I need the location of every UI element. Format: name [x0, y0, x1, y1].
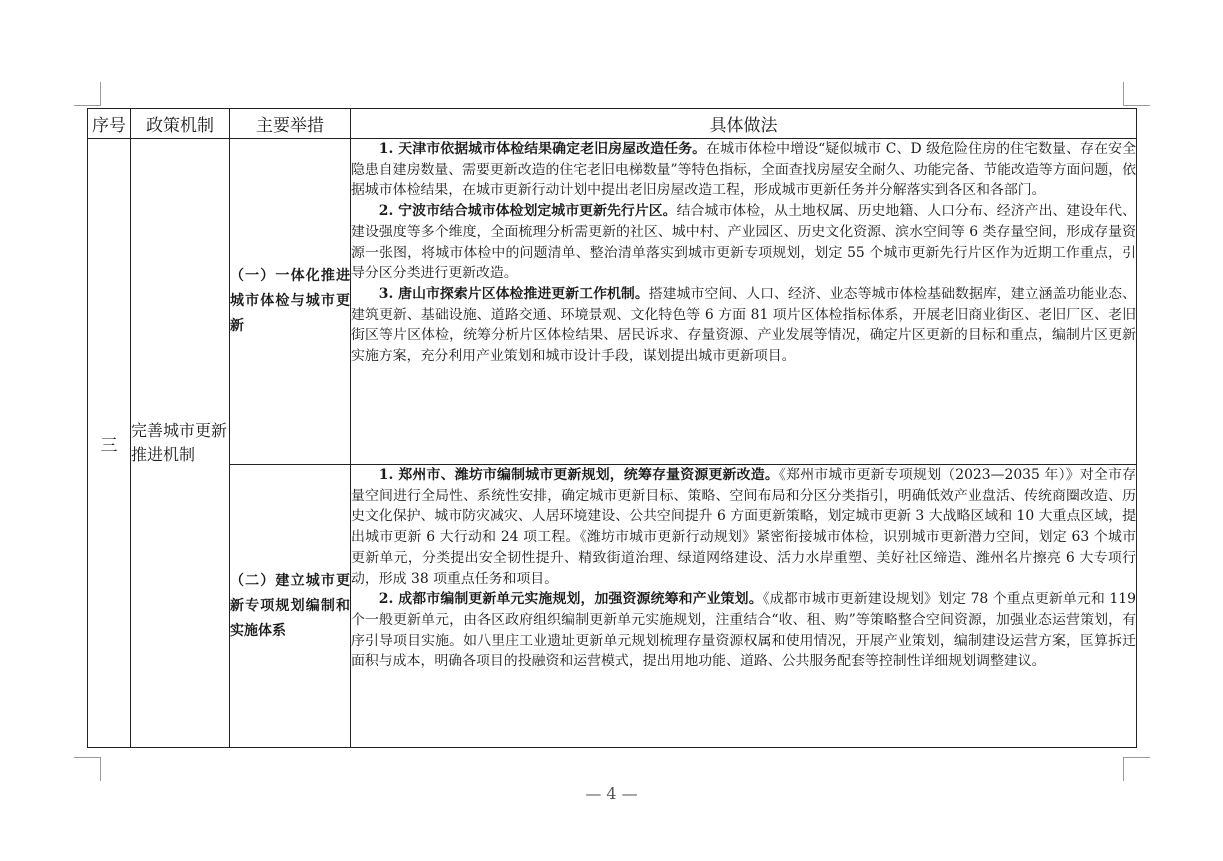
item-lead: 2. 宁波市结合城市体检划定城市更新先行片区。 — [378, 203, 677, 220]
crop-mark-bottom-left-h — [74, 757, 100, 758]
detail-paragraph — [351, 201, 1136, 284]
item-lead: 1. 郑州市、潍坊市编制城市更新规划，统筹存量资源更新改造。 — [378, 467, 779, 483]
table-row — [88, 139, 1137, 465]
item-lead: 1. 天津市依据城市体检结果确定老旧房屋改造任务。 — [378, 141, 707, 157]
item-lead: 3. 唐山市探索片区体检推进更新工作机制。 — [378, 285, 649, 302]
seq-cell: 三 — [88, 139, 131, 748]
detail-cell-2 — [351, 465, 1137, 748]
crop-mark-top-right-v — [1123, 82, 1124, 106]
crop-mark-top-left-h — [74, 105, 100, 106]
detail-paragraph — [351, 139, 1136, 201]
header-seq: 序号 — [88, 109, 131, 139]
header-detail: 具体做法 — [351, 109, 1137, 139]
measure-cell-2: （二）建立城市更新专项规划编制和实施体系 — [230, 465, 351, 748]
measure-cell-1: （一）一体化推进城市体检与城市更新 — [230, 139, 351, 465]
page-number: — 4 — — [585, 784, 638, 803]
detail-paragraph — [351, 284, 1136, 367]
item-body: 《成都市城市更新建设规划》划定 78 个重点更新单元和 119 个一般更新单元，由各区政府组织编制更新单元实施规划，注重结合“收、租、购”等策略整合空间资源，加强业态运营策划，有序引导项目实施。如八里庄工业遗址更新单元规划梳理存量资源权属和使用情况，开展产业策划，编制建设运营方案，匡算拆迁面积与成本，明确各项目的投融资和运营模式，提出用地功能、道路、公共服务配套等控制性详细规划调整建议。 — [351, 591, 1136, 670]
crop-mark-bottom-left-v — [100, 757, 101, 781]
crop-mark-top-right-h — [1124, 105, 1150, 106]
crop-mark-top-left-v — [100, 82, 101, 106]
item-body: 《郑州市城市更新专项规划（2023—2035 年）》对全市存量空间进行全局性、系统性安排，确定城市更新目标、策略、空间布局和分区分类指引，明确低效产业盘活、传统商圈改造、历史文化保护、城市防灾减灾、人居环境建设、公共空间提升 6 方面更新策略，划定城市更新 3 大战略区域和 10 大重点区域，提出城市更新 6 大行动和 24 项工程。《潍坊市城市更新行动规划》紧密衔接城市体检，识别城市更新潜力空间，划定 63 个城市更新单元，分类提出安全韧性提升、精致街道治理、绿道网络建设、活力水岸重塑、美好社区缔造、潍州名片擦亮 6 大专项行动，形成 38 项重点任务和项目。 — [351, 467, 1136, 587]
table-row — [88, 465, 1137, 748]
item-body: 搭建城市空间、人口、经济、业态等城市体检基础数据库，建立涵盖功能业态、建筑更新、基础设施、道路交通、环境景观、文化特色等 6 方面 81 项片区体检指标体系，开展老旧商业街区、老旧厂区、老旧街区等片区体检，统筹分析片区体检结果、居民诉求、存量资源、产业发展等情况，确定片区更新的目标和重点，编制片区更新实施方案，充分利用产业策划和城市设计手段，谋划提出城市更新项目。 — [351, 285, 1136, 365]
detail-paragraph — [351, 589, 1136, 672]
header-row — [88, 109, 1137, 139]
policy-table — [87, 108, 1137, 748]
header-mechanism: 政策机制 — [131, 109, 230, 139]
header-measure: 主要举措 — [230, 109, 351, 139]
item-body: 结合城市体检，从土地权属、历史地籍、人口分布、经济产出、建设年代、建设强度等多个维度，全面梳理分析需更新的社区、城中村、产业园区、历史文化资源、滨水空间等 6 类存量空间，形成存量资源一张图，将城市体检中的问题清单、整治清单落实到城市更新专项规划，划定 55 个城市更新先行片区作为近期工作重点，引导分区分类进行更新改造。 — [351, 203, 1136, 282]
mechanism-cell: 完善城市更新推进机制 — [131, 139, 230, 748]
detail-paragraph — [351, 465, 1136, 589]
crop-mark-bottom-right-v — [1123, 757, 1124, 781]
item-lead: 2. 成都市编制更新单元实施规划，加强资源统筹和产业策划。 — [378, 591, 763, 608]
item-body: 在城市体检中增设“疑似城市 C、D 级危险住房的住宅数量、存在安全隐患自建房数量、需要更新改造的住宅老旧电梯数量”等特色指标，全面查找房屋安全耐久、功能完备、节能改造等方面问题，依据城市体检结果，在城市更新行动计划中提出老旧房屋改造工程，形成城市更新任务并分解落实到各区和各部门。 — [351, 141, 1137, 199]
detail-cell-1 — [351, 139, 1137, 465]
crop-mark-bottom-right-h — [1124, 757, 1150, 758]
